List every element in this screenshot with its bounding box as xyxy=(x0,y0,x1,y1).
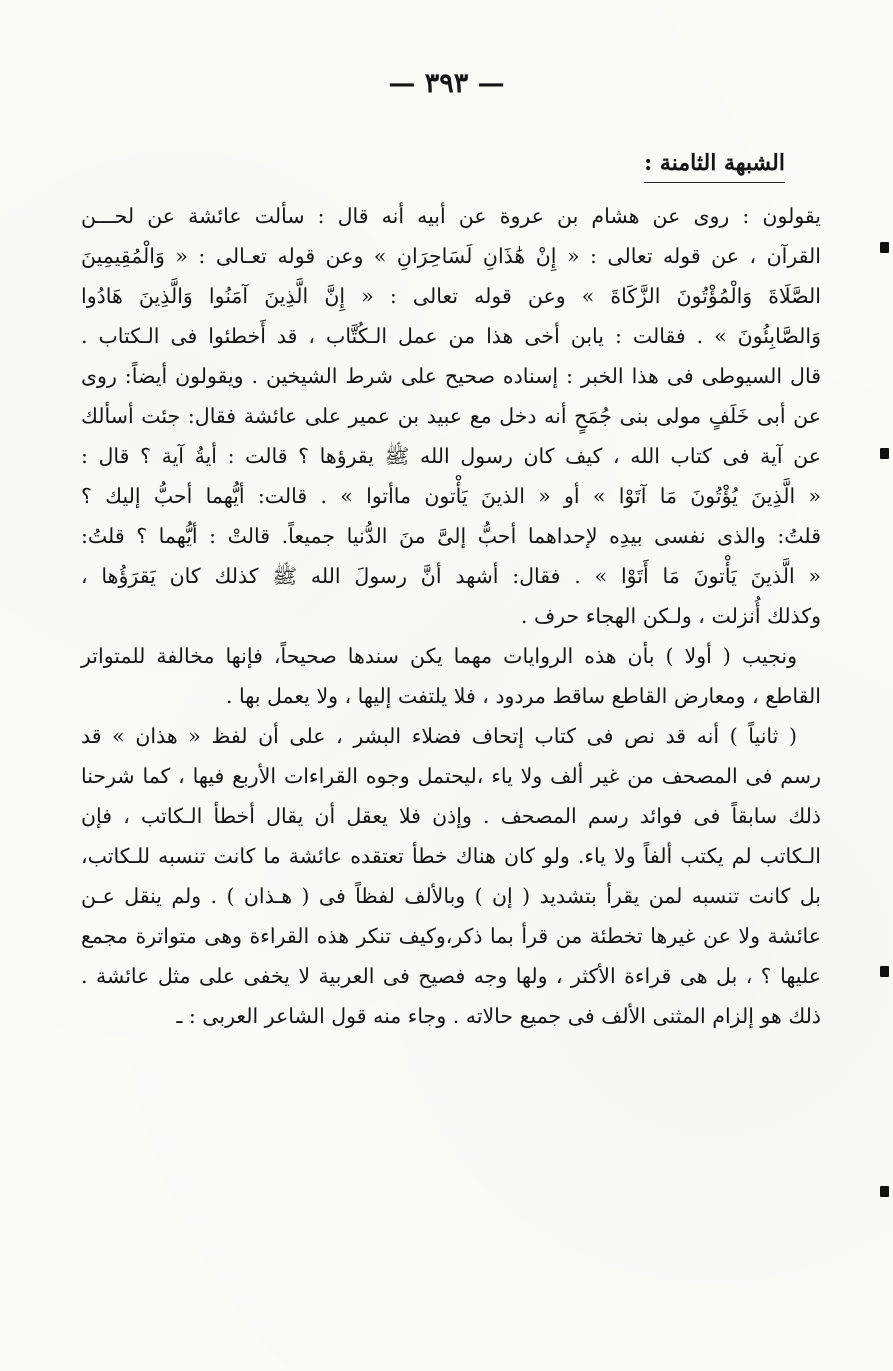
text-line: ونجيب ( أولا ) بأن هذه الروايات مهما يكن سندها صحيحاً، فإنها مخالفة للمتواتر xyxy=(81,644,797,668)
text-line: القرآن ، عن قوله تعالى : « إِنْ هَٰذَانِ لَسَاحِرَانِ » وعن قوله تعـالى : « وَالْمُقِيمِينَ xyxy=(81,244,821,268)
text-line: ( ثانياً ) أنه قد نص فى كتاب إتحاف فضلاء البشر ، على أن لفظ « هذان » قد xyxy=(81,724,797,748)
text-line: قال السيوطى فى هذا الخبر : إسناده صحيح على شرط الشيخين . ويقولون أيضاً: روى xyxy=(81,364,821,388)
text-line: عليها ؟ ، بل هى قراءة الأكثر ، ولها وجه فصيح فى العربية لا يخفى على مثل عائشة . xyxy=(81,964,821,988)
text-line: عن أبى خَلَفٍ مولى بنى جُمَحٍ أنه دخل مع عبيد بن عمير على عائشة فقال: جئت أسألك xyxy=(81,404,821,428)
margin-mark xyxy=(880,242,889,253)
text-line: يقولون : روى عن هشام بن عروة عن أبيه أنه قال : سألت عائشة عن لحـــن xyxy=(81,204,821,228)
margin-mark xyxy=(880,1186,889,1197)
text-line: وكذلك أُنزلت ، ولـكن الهجاء حرف . xyxy=(520,604,821,628)
text-line: وَالصَّابِئُونَ » . فقالت : يابن أخى هذا من عمل الـكُتَّاب ، قد أَخطئوا فى الـكتاب . xyxy=(81,324,821,348)
text-line: عن آية فى كتاب الله ، كيف كان رسول الله ﷺ يقرؤها ؟ قالت : أيةُ آية ؟ قال : xyxy=(81,444,821,468)
margin-mark xyxy=(880,448,889,459)
text-line: الصَّلَاةَ وَالْمُؤْتُونَ الزَّكَاةَ » وعن قوله تعالى : « إِنَّ الَّذِينَ آمَنُوا وَالَّذِينَ هَادُوا xyxy=(81,284,821,308)
text-line: الـكاتب لم يكتب ألفاً ولا ياء. ولو كان هناك خطأ تعتقده عائشة ما كانت تنسبه للـكاتب، xyxy=(81,844,821,868)
text-line: عائشة ولا عن غيرها تخطئة من قرأ بما ذكر،وكيف تنكر هذه القراءة وهى متواترة مجمع xyxy=(81,924,821,948)
text-line: « الَّذينَ يَأْتونَ مَا أَتَوْا » . فقال: أشهد أنَّ رسولَ الله ﷺ كذلك كان يَقرَؤُها ، xyxy=(81,564,821,588)
text-line: بل كانت تنسبه لمن يقرأ بتشديد ( إن ) وبالألف لفظاً فى ( هـذان ) . ولم ينقل عـن xyxy=(81,884,821,908)
text-line: رسم فى المصحف من غير ألف ولا ياء ،ليحتمل وجوه القراءات الأربع فيها ، كما شرحنا xyxy=(81,764,821,788)
body-text xyxy=(81,196,821,1036)
text-line: ذلك سابقاً فى فوائد رسم المصحف . وإذن فلا يعقل أن يقال أخطأ الـكاتب ، فإن xyxy=(81,804,821,828)
text-line: قلتُ: والذى نفسى بيدِه لإحداهما أحبُّ إلىَّ منَ الدُّنيا جميعاً. قالتْ : أيُّهما ؟ قلتُ: xyxy=(81,524,821,548)
page-number: — ٣٩٣ — xyxy=(388,68,505,99)
margin-mark xyxy=(880,966,889,977)
text-line: « الَّذِينَ يُؤْتُونَ مَا آتَوْا » أو « الذينَ يَأْتون ماأتوا » . قالت: أيُّهما أحبُّ إليك ؟ xyxy=(81,484,821,508)
section-heading: الشبهة الثامنة : xyxy=(644,150,785,183)
text-line: ذلك هو إلزام المثنى الألف فى جميع حالاته . وجاء منه قول الشاعر العربى : ـ xyxy=(176,1004,821,1028)
text-line: القاطع ، ومعارض القاطع ساقط مردود ، فلا يلتفت إليها ، ولا يعمل بها . xyxy=(226,684,821,708)
